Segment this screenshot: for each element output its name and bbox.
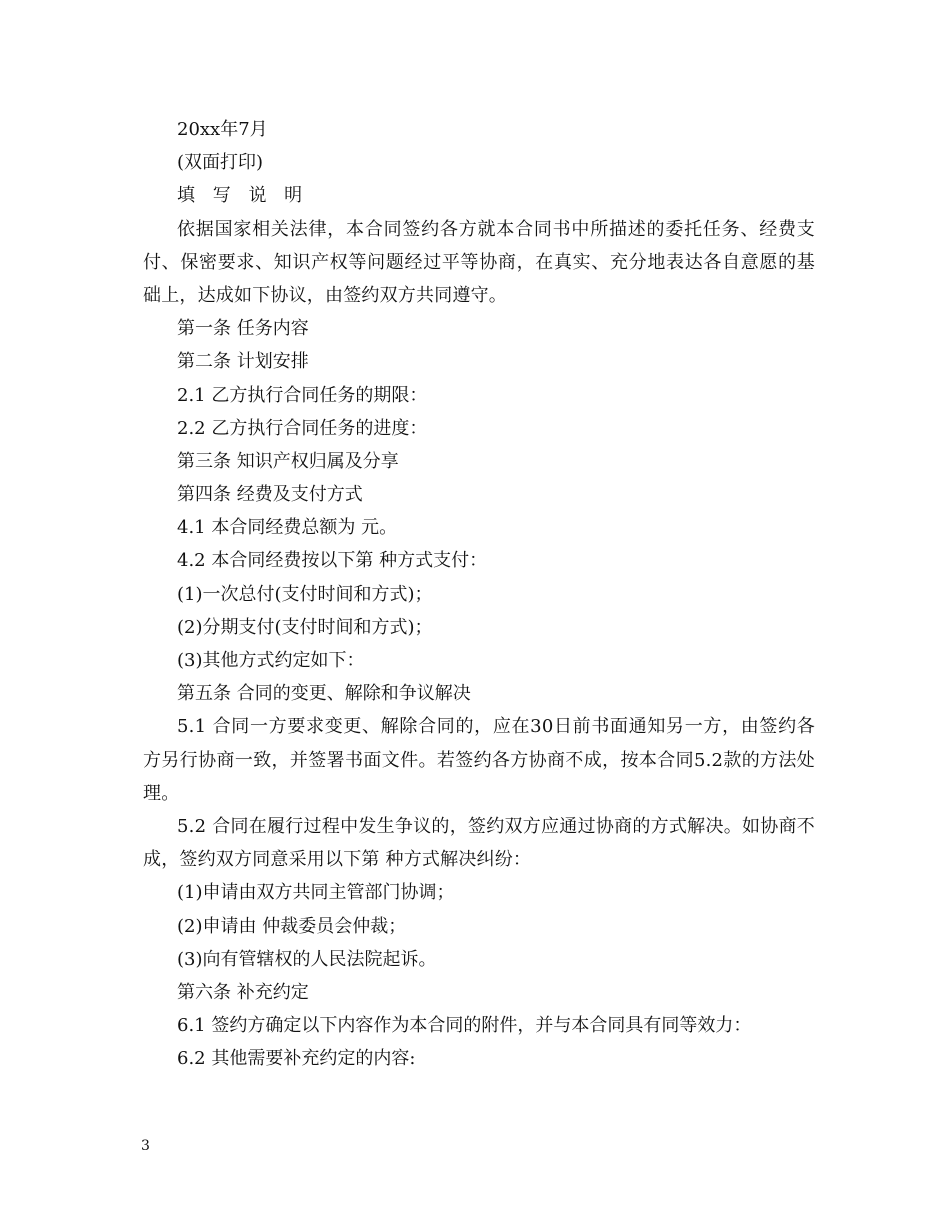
intro-paragraph: 依据国家相关法律，本合同签约各方就本合同书中所描述的委托任务、经费支付、保密要求、知识产权等问题经过平等协商，在真实、充分地表达各自意愿的基础上，达成如下协议，由签约双方共同遵守。 bbox=[143, 218, 815, 306]
clause-2-1: 2.1 乙方执行合同任务的期限： bbox=[177, 384, 428, 406]
instructions-heading: 填 写 说 明 bbox=[177, 185, 309, 207]
contract-date: 20xx年7月 bbox=[177, 119, 268, 140]
clause-6-2: 6.2 其他需要补充约定的内容: bbox=[177, 1048, 416, 1070]
clause-4-2: 4.2 本合同经费按以下第 种方式支付： bbox=[177, 550, 488, 572]
clause-5-2: 5.2 合同在履行过程中发生争议的，签约双方应通过协商的方式解决。如协商不成，签约双方同意采用以下第 种方式解决纠纷： bbox=[143, 816, 815, 871]
dispute-option-2: (2)申请由 仲裁委员会仲裁； bbox=[177, 915, 407, 937]
article-1-heading: 第一条 任务内容 bbox=[177, 318, 309, 340]
payment-option-3: (3)其他方式约定如下： bbox=[177, 650, 365, 672]
article-4-heading: 第四条 经费及支付方式 bbox=[177, 484, 363, 506]
clause-5-1: 5.1 合同一方要求变更、解除合同的，应在30日前书面通知另一方，由签约各方另行协商一致，并签署书面文件。若签约各方协商不成，按本合同5.2款的方法处理。 bbox=[143, 716, 815, 804]
article-3-heading: 第三条 知识产权归属及分享 bbox=[177, 450, 399, 472]
payment-option-1: (1)一次总付(支付时间和方式)； bbox=[177, 583, 433, 605]
clause-2-2: 2.2 乙方执行合同任务的进度： bbox=[177, 417, 428, 439]
payment-option-2: (2)分期支付(支付时间和方式)； bbox=[177, 616, 433, 638]
clause-6-1: 6.1 签约方确定以下内容作为本合同的附件，并与本合同具有同等效力： bbox=[177, 1015, 752, 1037]
page-number: 3 bbox=[141, 1138, 150, 1154]
print-note: (双面打印) bbox=[177, 152, 264, 174]
article-2-heading: 第二条 计划安排 bbox=[177, 351, 309, 373]
dispute-option-1: (1)申请由双方共同主管部门协调； bbox=[177, 882, 455, 904]
article-6-heading: 第六条 补充约定 bbox=[177, 982, 309, 1003]
document-body bbox=[143, 113, 815, 1076]
dispute-option-3: (3)向有管辖权的人民法院起诉。 bbox=[177, 948, 437, 970]
clause-4-1: 4.1 本合同经费总额为 元。 bbox=[177, 517, 398, 539]
article-5-heading: 第五条 合同的变更、解除和争议解决 bbox=[177, 683, 471, 705]
